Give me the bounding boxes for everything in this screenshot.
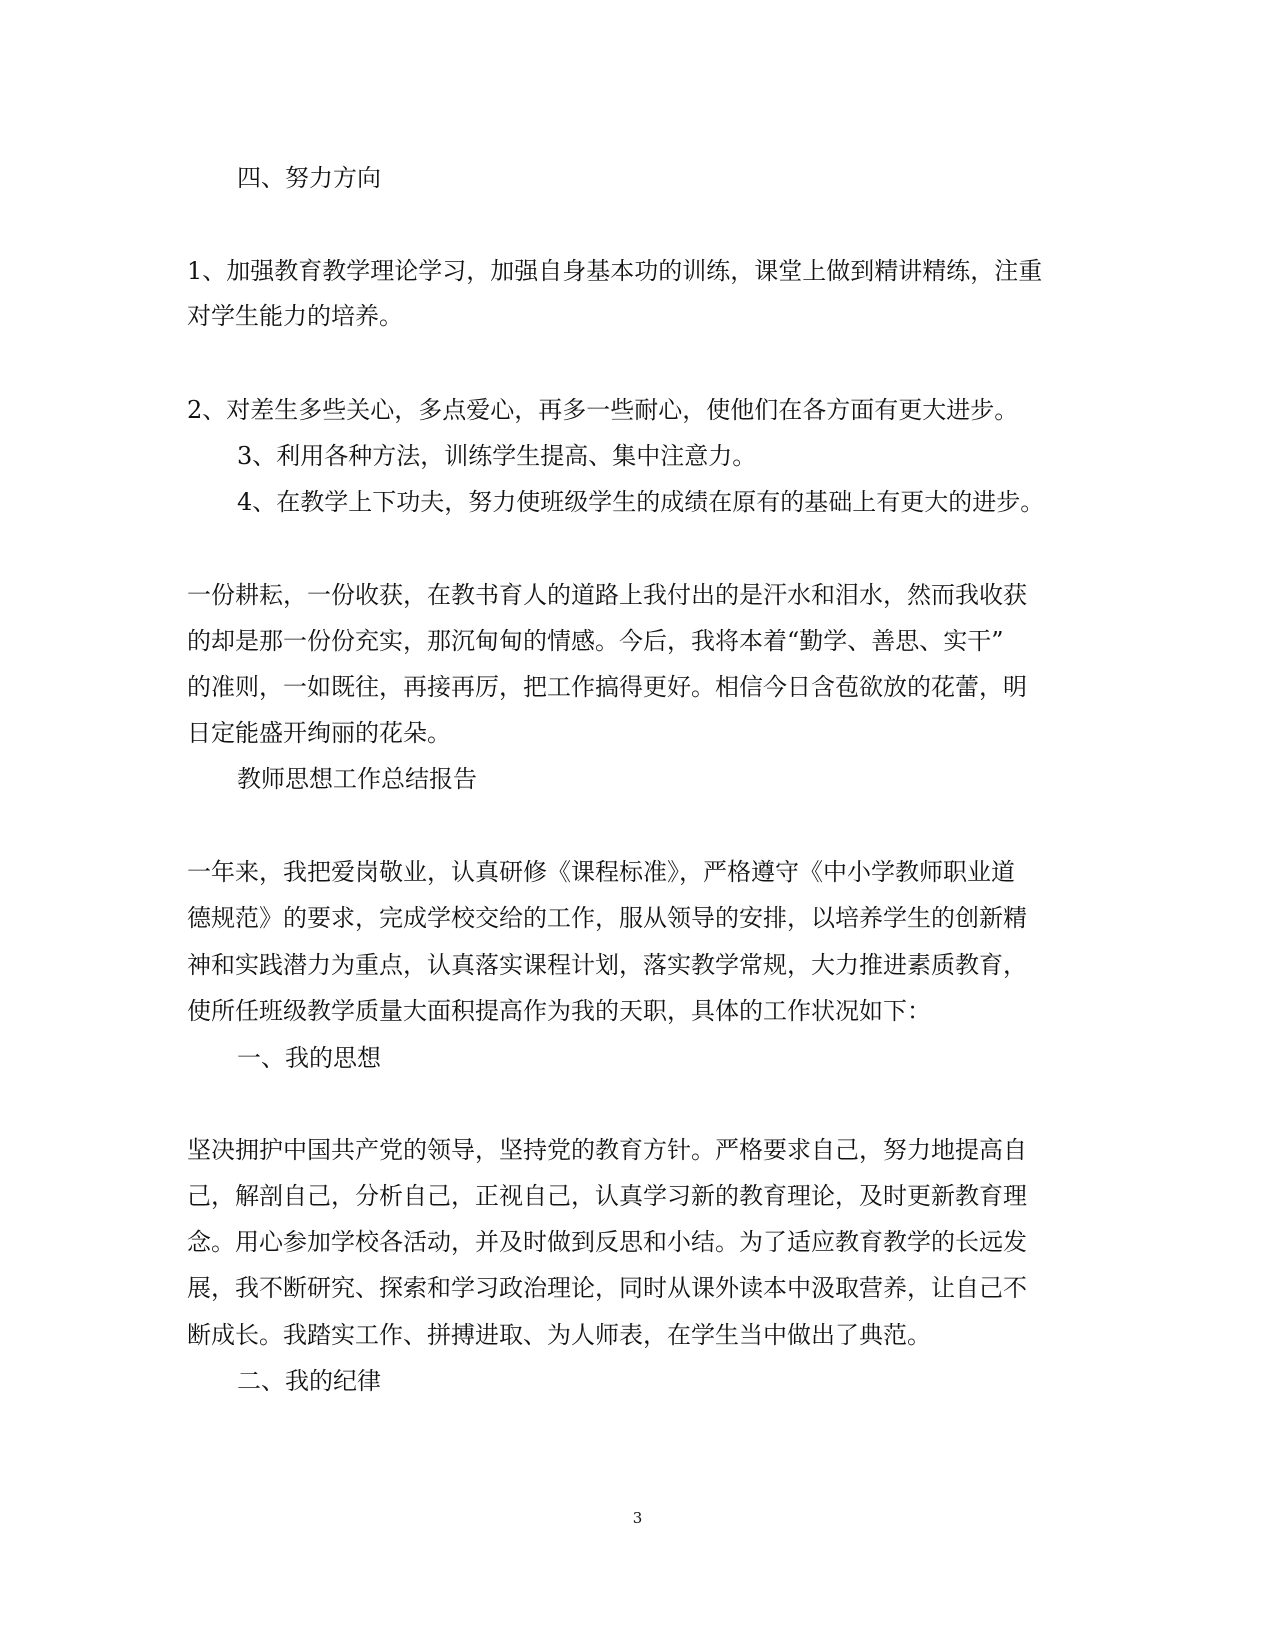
text-line: 一份耕耘，一份收获，在教书育人的道路上我付出的是汗水和泪水，然而我收获 <box>187 581 1027 609</box>
text-line: 2、对差生多些关心，多点爱心，再多一些耐心，使他们在各方面有更大进步。 <box>187 396 1019 424</box>
text-line: 日定能盛开绚丽的花朵。 <box>187 719 451 747</box>
text-line: 使所任班级教学质量大面积提高作为我的天职，具体的工作状况如下： <box>187 997 931 1025</box>
text-line: 的却是那一份份充实，那沉甸甸的情感。今后，我将本着“勤学、善思、实干” <box>187 627 1004 655</box>
section-heading-thought: 一、我的思想 <box>237 1044 381 1072</box>
text-line: 念。用心参加学校各活动，并及时做到反思和小结。为了适应教育教学的长远发 <box>187 1228 1027 1256</box>
text-line: 断成长。我踏实工作、拼搏进取、为人师表，在学生当中做出了典范。 <box>187 1321 931 1349</box>
text-line: 一年来，我把爱岗敬业，认真研修《课程标准》，严格遵守《中小学教师职业道 <box>187 858 1015 886</box>
text-line: 1、加强教育教学理论学习，加强自身基本功的训练，课堂上做到精讲精练，注重 <box>187 257 1043 285</box>
text-line: 的准则，一如既往，再接再厉，把工作搞得更好。相信今日含苞欲放的花蕾，明 <box>187 673 1027 701</box>
text-line: 坚决拥护中国共产党的领导，坚持党的教育方针。严格要求自己，努力地提高自 <box>187 1136 1027 1164</box>
text-line: 4、在教学上下功夫，努力使班级学生的成绩在原有的基础上有更大的进步。 <box>237 488 1045 516</box>
text-line: 己，解剖自己，分析自己，正视自己，认真学习新的教育理论，及时更新教育理 <box>187 1182 1027 1210</box>
section-heading-discipline: 二、我的纪律 <box>237 1367 381 1395</box>
section-heading-direction: 四、努力方向 <box>237 164 381 192</box>
report-title: 教师思想工作总结报告 <box>237 765 477 793</box>
text-line: 3、利用各种方法，训练学生提高、集中注意力。 <box>237 442 757 470</box>
text-line: 德规范》的要求，完成学校交给的工作，服从领导的安排，以培养学生的创新精 <box>187 904 1027 932</box>
page-number: 3 <box>632 1509 643 1527</box>
text-line: 神和实践潜力为重点，认真落实课程计划，落实教学常规，大力推进素质教育， <box>187 951 1027 979</box>
text-line: 对学生能力的培养。 <box>187 302 403 330</box>
text-line: 展，我不断研究、探索和学习政治理论，同时从课外读本中汲取营养，让自己不 <box>187 1274 1027 1302</box>
